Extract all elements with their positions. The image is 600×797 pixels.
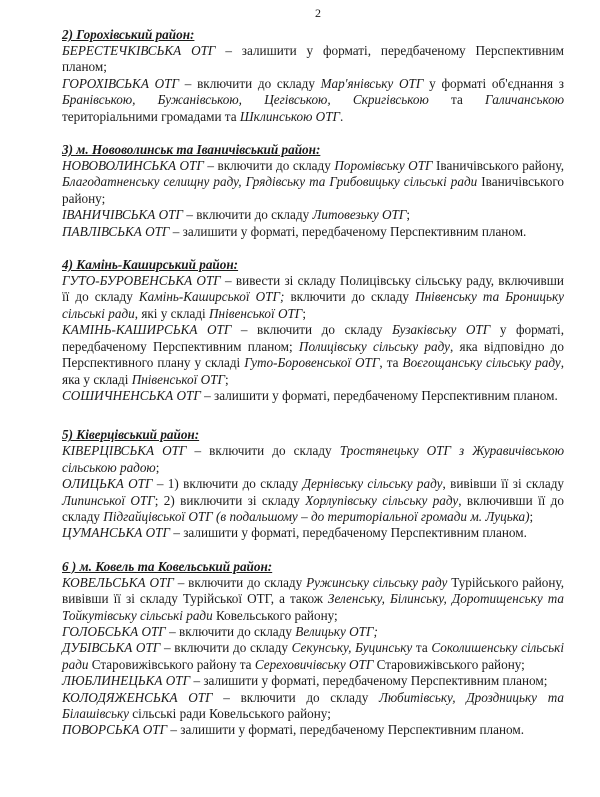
paragraph — [62, 525, 564, 541]
paragraph — [62, 273, 564, 322]
text-run: Велицьку ОТГ; — [295, 623, 378, 639]
paragraph — [62, 443, 564, 476]
section — [62, 426, 564, 541]
text-run: Пнівенської ОТГ — [209, 305, 303, 321]
text-run: ІВАНИЧІВСЬКА ОТГ — [62, 207, 184, 223]
text-run: – включити до складу — [173, 574, 307, 590]
text-run: Сереховичівську ОТГ — [254, 656, 374, 672]
text-run: ОЛИЦЬКА ОТГ — [62, 476, 153, 492]
text-run: ЛЮБЛИНЕЦЬКА ОТГ — [62, 673, 191, 689]
text-run: – залишити у форматі, передбаченому Перспективним планом. — [167, 722, 525, 738]
text-run: територіальними громадами та — [62, 108, 240, 124]
text-run: Поромівську ОТГ — [334, 158, 433, 174]
text-run: Соколишенську сільські ради — [62, 640, 564, 672]
text-run: Старовижівського району; — [373, 656, 525, 672]
paragraph — [62, 207, 564, 223]
text-run: ; — [406, 207, 411, 223]
paragraph — [62, 640, 564, 673]
text-run: НОВОВОЛИНСЬКА ОТГ — [62, 158, 204, 174]
text-run: ; — [302, 305, 306, 321]
text-run: Старовижівського району та — [88, 656, 255, 672]
text-run: ; — [529, 508, 534, 524]
text-run: ; 2) виключити зі складу — [154, 492, 306, 508]
paragraph — [62, 476, 564, 525]
text-run: Камінь-Каширської ОТГ; — [138, 289, 285, 305]
text-run: ДУБІВСЬКА ОТГ — [62, 640, 161, 656]
paragraph — [62, 322, 564, 388]
text-run: – включити до складу — [231, 322, 393, 338]
text-run: – залишити у форматі, передбаченому Перспективним планом; — [190, 673, 548, 689]
paragraph — [62, 388, 564, 404]
text-run: Бранівською, Бужанівською, Цегівською, Скригівською — [62, 92, 429, 108]
text-run: ; — [224, 371, 229, 387]
text-run: ПАВЛІВСЬКА ОТГ — [62, 223, 170, 239]
paragraph — [62, 158, 564, 207]
text-run: – включити до складу — [183, 207, 313, 223]
text-run: Дернівську сільську раду — [302, 476, 443, 492]
text-run: Липинської ОТГ — [62, 492, 155, 508]
text-run: , які у складі — [134, 305, 210, 321]
text-run: Воєгощанську сільську раду — [402, 355, 561, 371]
text-run: Любитівську, Дроздницьку та Білашівську — [62, 689, 564, 721]
paragraph — [62, 43, 564, 76]
paragraph — [62, 624, 564, 640]
text-run: БЕРЕСТЕЧКІВСЬКА ОТГ — [62, 43, 216, 58]
text-run: – включити до складу — [203, 158, 335, 174]
text-run: – залишити у форматі, передбаченому Перспективним планом; — [62, 43, 564, 75]
text-run: – включити до складу — [212, 689, 379, 705]
paragraph — [62, 76, 564, 125]
text-run: Підгайцівської ОТГ (в подальшому – до територіальної громади м. Луцька) — [103, 508, 530, 524]
paragraph — [62, 690, 564, 723]
text-run: Шклинською ОТГ — [239, 108, 341, 124]
text-run: – включити до складу — [178, 75, 321, 91]
section-heading: 6 ) м. Ковель та Ковельський район: — [62, 558, 273, 574]
paragraph — [62, 224, 564, 240]
text-run: , та — [379, 355, 403, 371]
text-run: Мар'янівську ОТГ — [320, 75, 424, 91]
section — [62, 141, 564, 240]
section-heading: 3) м. Нововолинськ та Іваничівський район: — [62, 142, 321, 158]
text-run: Галичанською — [485, 92, 564, 108]
text-run: Секунську, Буцинську — [291, 640, 413, 656]
text-run: – 1) включити до складу — [152, 476, 303, 492]
page-number: 2 — [315, 6, 321, 20]
section-heading: 4) Камінь-Каширський район: — [62, 257, 239, 273]
text-run: у форматі, передбаченому Перспективним планом; — [62, 322, 564, 354]
text-run: – включити до складу — [186, 443, 340, 459]
text-run: Іваничівського району, — [432, 158, 564, 174]
text-run: Пнівенську та Броницьку сільські ради — [62, 289, 564, 321]
section — [62, 558, 564, 739]
text-run: ГУТО-БУРОВЕНСЬКА ОТГ — [62, 273, 221, 289]
text-run: ГОРОХІВСЬКА ОТГ — [62, 75, 179, 91]
text-run: Іваничівського району; — [62, 174, 565, 206]
text-run: Зеленську, Білинську, Доротищенську та Тойкутівську сільські ради — [62, 591, 564, 623]
text-run: ; — [155, 459, 160, 475]
text-run: СОШИЧНЕНСЬКА ОТГ — [62, 387, 201, 403]
text-run: – включити до складу — [165, 623, 296, 639]
text-run: ГОЛОБСЬКА ОТГ — [62, 623, 166, 639]
section — [62, 26, 564, 125]
text-run: ПОВОРСЬКА ОТГ — [62, 722, 168, 738]
text-run: – вивести зі складу Полицівську сільську раду, включивши її до складу — [62, 273, 564, 305]
text-run: Литовезьку ОТГ — [312, 207, 407, 223]
text-run: – залишити у форматі, передбаченому Перспективним планом. — [170, 525, 527, 541]
text-run: у форматі об'єднання з — [423, 75, 565, 91]
text-run: , яка відповідно до Перспективного плану у складі — [62, 338, 564, 371]
paragraph — [62, 575, 564, 624]
text-run: Пнівенської ОТГ — [131, 371, 225, 387]
text-run: сільські ради Ковельського району; — [129, 706, 331, 721]
text-run: КОЛОДЯЖЕНСЬКА ОТГ — [62, 689, 213, 705]
text-run: Турійського району, вивівши її зі складу Турійської ОТГ, а також — [62, 574, 564, 607]
text-run: , яка у складі — [62, 355, 564, 387]
text-run: КІВЕРЦІВСЬКА ОТГ — [62, 443, 187, 459]
text-run: КАМІНЬ-КАШИРСЬКА ОТГ — [62, 322, 232, 338]
section-heading: 5) Ківерцівський район: — [62, 427, 200, 443]
section — [62, 256, 564, 404]
text-run: Гуто-Боровенської ОТГ — [244, 355, 380, 371]
text-run: , вивівши її зі складу — [442, 476, 565, 492]
text-run: та — [428, 92, 486, 108]
text-run: Ружинську сільську раду — [306, 574, 448, 590]
text-run: Ковельського району; — [212, 607, 338, 623]
paragraph — [62, 673, 564, 689]
text-run: включити до складу — [284, 289, 416, 305]
text-run: ЦУМАНСЬКА ОТГ — [62, 525, 171, 541]
text-run: – залишити у форматі, передбаченому Перспективним планом. — [200, 387, 558, 403]
text-run: Благодатненську селищну раду, Грядівську та Грибовицьку сільські ради — [62, 174, 478, 190]
text-run: – залишити у форматі, передбаченому Перспективним планом. — [169, 223, 527, 239]
text-run: Бузаківську ОТГ — [392, 322, 491, 338]
text-run: та — [412, 640, 432, 656]
text-run: . — [340, 108, 344, 124]
text-run: – включити до складу — [160, 640, 292, 656]
text-run: КОВЕЛЬСЬКА ОТГ — [62, 574, 174, 590]
text-run: Хорлупівську сільську раду — [305, 492, 459, 508]
text-run: , включивши її до складу — [62, 492, 564, 524]
paragraph — [62, 722, 564, 738]
text-run: Тростянецьку ОТГ з Журавичівською сільською радою — [62, 443, 564, 475]
text-run: Полицівську сільську раду — [298, 338, 450, 354]
section-heading: 2) Горохівський район: — [62, 27, 195, 42]
document-body — [62, 26, 564, 739]
